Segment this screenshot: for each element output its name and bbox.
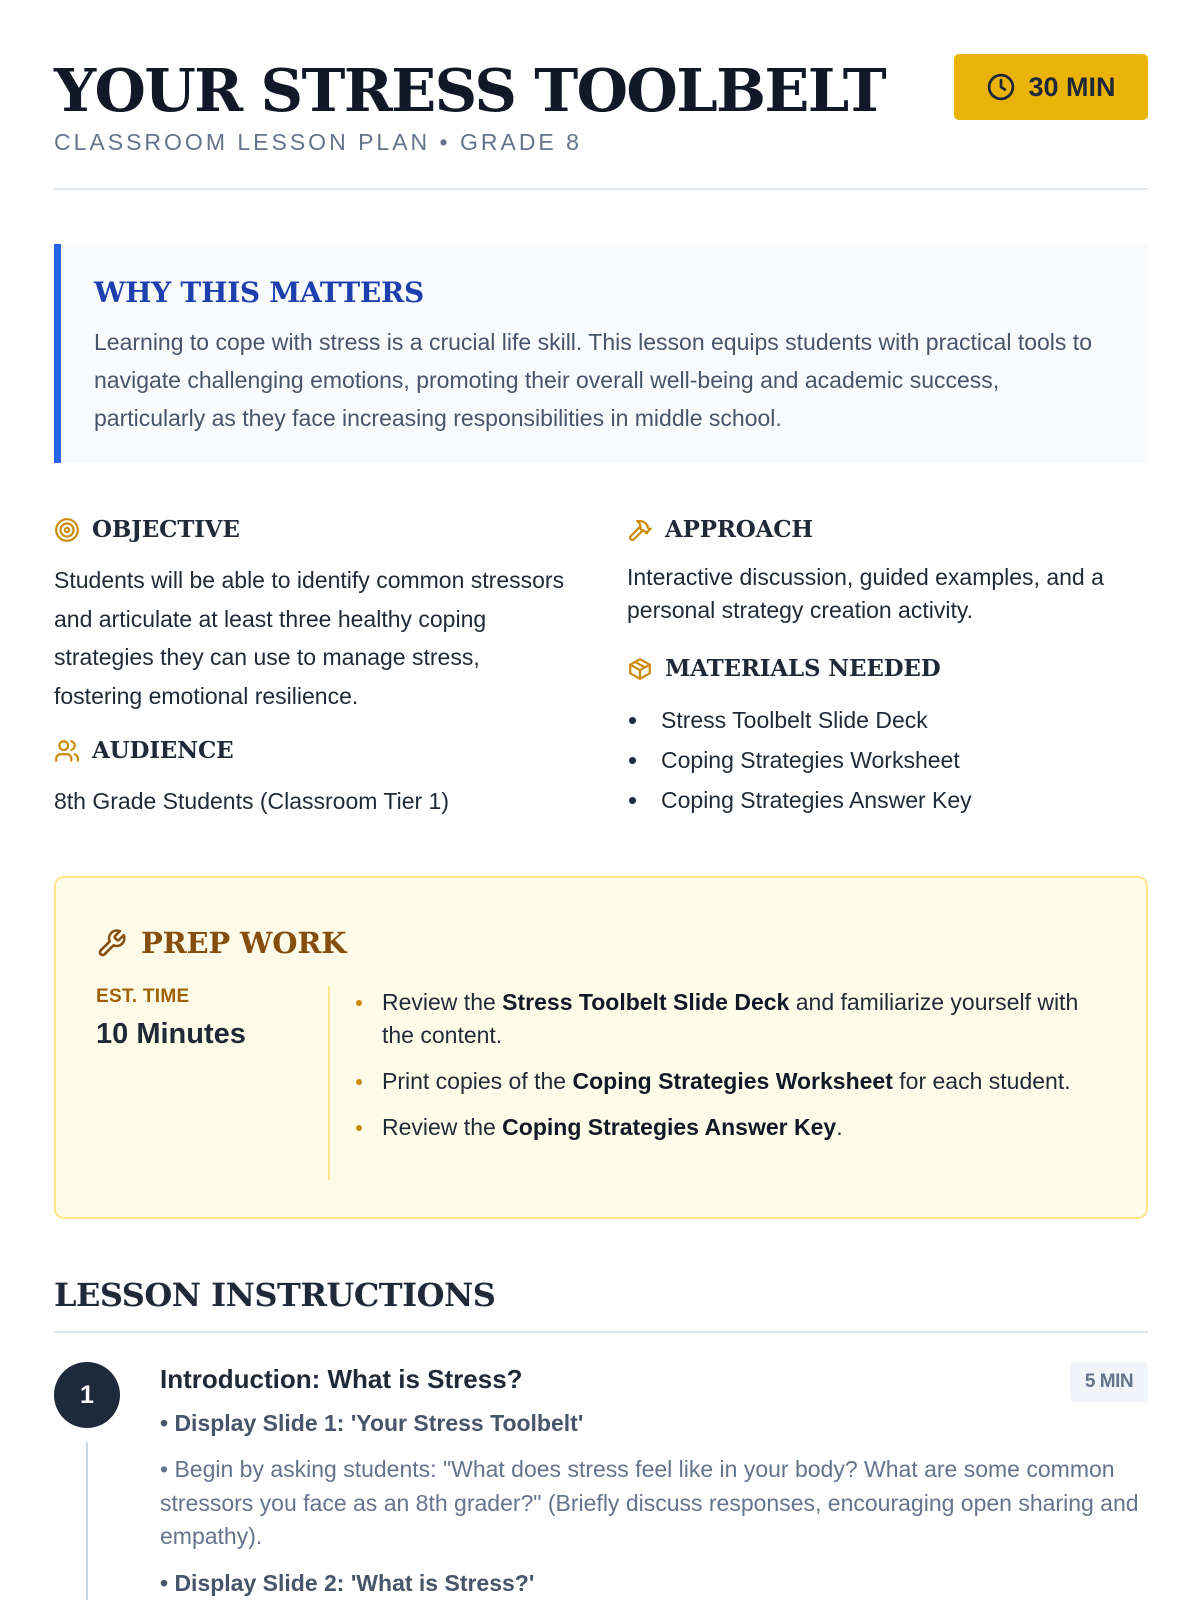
page-title: YOUR STRESS TOOLBELT	[54, 56, 886, 125]
list-item: Coping Strategies Worksheet	[627, 740, 1148, 780]
objective-heading-row	[54, 516, 574, 543]
audience-heading: AUDIENCE	[92, 737, 234, 764]
prep-estimated-time	[96, 986, 246, 1051]
task-text: .	[836, 1114, 843, 1140]
duration-label: 30 MIN	[1028, 71, 1116, 102]
list-item: Stress Toolbelt Slide Deck	[627, 700, 1148, 740]
why-this-matters-callout	[54, 244, 1148, 463]
page-subtitle: CLASSROOM LESSON PLAN • GRADE 8	[54, 129, 582, 155]
task-resource: Coping Strategies Answer Key	[502, 1114, 837, 1140]
why-text: Learning to cope with stress is a crucial life skill. This lesson equips students with practical tools to navigate challenging emotions, promoting their overall well-being and academic success, particularly as they face increasing responsibilities in middle school.	[94, 329, 1092, 431]
approach-heading: APPROACH	[665, 516, 813, 543]
materials-heading-row	[627, 655, 1148, 682]
lesson-instructions-header	[54, 1276, 1148, 1333]
clock-icon	[986, 72, 1016, 102]
info-column-right	[627, 516, 1148, 820]
audience-text: 8th Grade Students (Classroom Tier 1)	[54, 788, 449, 814]
objective-text: Students will be able to identify common stressors and articulate at least three healthy coping strategies they can use to manage stress, fostering emotional resilience.	[54, 567, 565, 709]
step-duration-badge: 5 MIN	[1070, 1362, 1148, 1402]
list-item	[354, 1065, 1084, 1098]
step-timeline-line	[86, 1442, 88, 1600]
task-resource: Stress Toolbelt Slide Deck	[502, 989, 790, 1015]
why-heading: WHY THIS MATTERS	[94, 276, 424, 309]
step-title: Introduction: What is Stress?	[160, 1364, 523, 1394]
prep-work-card	[54, 876, 1148, 1219]
divider	[328, 986, 330, 1180]
approach-text: Interactive discussion, guided examples, and a personal strategy creation activity.	[627, 564, 1104, 623]
objective-heading: OBJECTIVE	[92, 516, 240, 543]
hammer-icon	[627, 517, 653, 543]
users-icon	[54, 738, 80, 764]
list-item	[354, 986, 1084, 1052]
audience-heading-row	[54, 737, 574, 764]
task-text: Review the	[382, 989, 503, 1015]
est-time-value: 10 Minutes	[96, 1018, 246, 1050]
task-text: for each student.	[892, 1068, 1071, 1094]
target-icon	[54, 517, 80, 543]
duration-badge	[954, 54, 1148, 120]
step-instruction: • Begin by asking students: "What does stress feel like in your body? What are some common stressors you face as an 8th grader?" (Briefly discuss responses, encouraging open sharing and empathy).	[160, 1456, 1139, 1549]
prep-heading-row	[96, 926, 346, 960]
step-instruction: • Display Slide 2: 'What is Stress?'	[160, 1569, 535, 1596]
task-resource: Coping Strategies Worksheet	[572, 1068, 893, 1094]
page-header	[54, 50, 1148, 190]
prep-task-list	[354, 986, 1084, 1157]
task-text: Print copies of the	[382, 1068, 573, 1094]
prep-heading: PREP WORK	[141, 926, 347, 960]
wrench-icon	[96, 928, 127, 959]
step-body	[160, 1407, 1150, 1600]
materials-heading: MATERIALS NEEDED	[665, 655, 941, 682]
info-column-left	[54, 516, 574, 821]
package-icon	[627, 656, 653, 682]
task-text: and familiarize yourself with the content.	[382, 989, 1079, 1048]
approach-heading-row	[627, 516, 1148, 543]
list-item	[354, 1111, 1084, 1144]
step-instruction: • Display Slide 1: 'Your Stress Toolbelt'	[160, 1410, 584, 1436]
list-item: Coping Strategies Answer Key	[627, 780, 1148, 820]
materials-list	[627, 700, 1148, 820]
lesson-instructions-heading: LESSON INSTRUCTIONS	[54, 1276, 496, 1314]
est-time-label: EST. TIME	[96, 986, 190, 1007]
step-number-badge: 1	[54, 1362, 120, 1428]
task-text: Review the	[382, 1114, 503, 1140]
